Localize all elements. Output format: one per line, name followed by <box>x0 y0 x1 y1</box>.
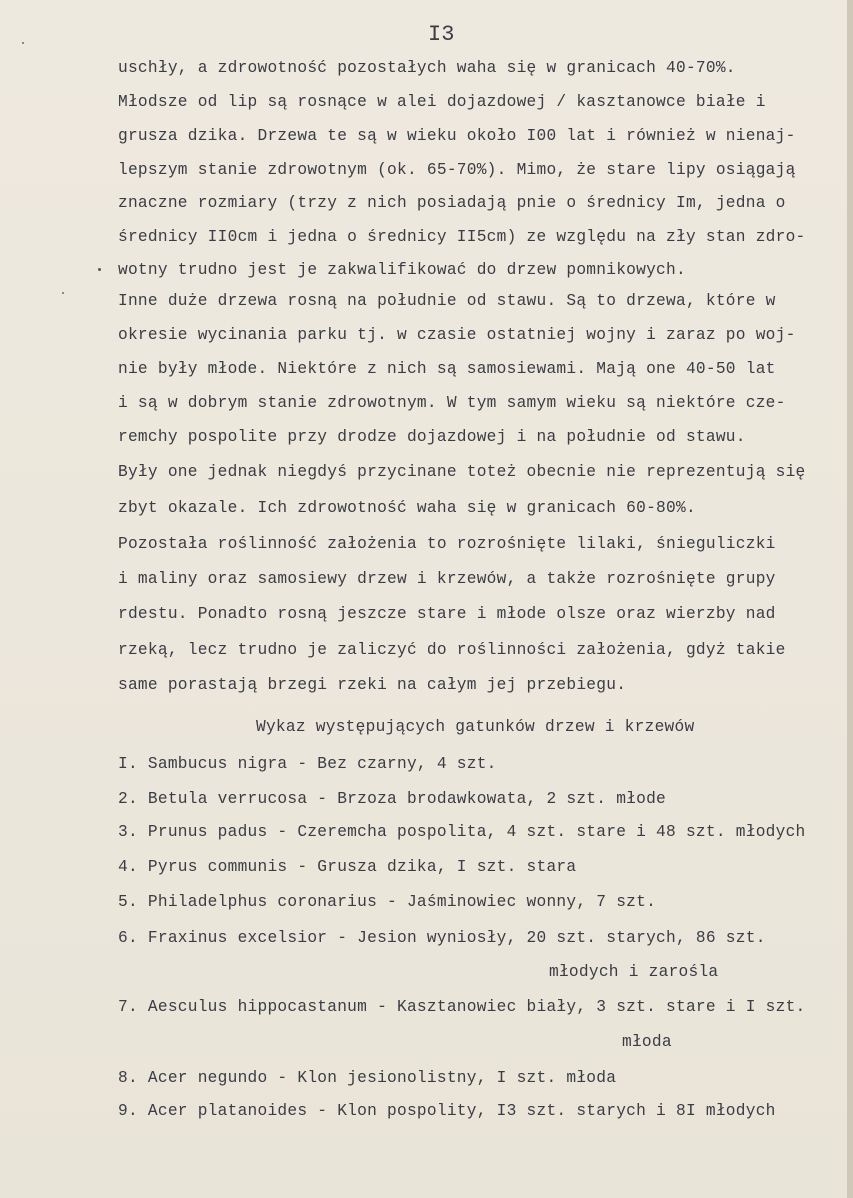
body-line: grusza dzika. Drzewa te są w wieku około I00 lat i również w nienaj- <box>118 127 796 145</box>
body-line: remchy pospolite przy drodze dojazdowej i na południe od stawu. <box>118 428 746 446</box>
species-item: 4. Pyrus communis - Grusza dzika, I szt. stara <box>118 858 577 876</box>
body-line: Młodsze od lip są rosnące w alei dojazdowej / kasztanowce białe i <box>118 93 766 111</box>
species-item: 9. Acer platanoides - Klon pospolity, I3 szt. starych i 8I młodych <box>118 1102 776 1120</box>
species-item: I. Sambucus nigra - Bez czarny, 4 szt. <box>118 755 497 773</box>
body-line: Pozostała roślinność założenia to rozrośnięte lilaki, śnieguliczki <box>118 535 776 553</box>
page-number: I3 <box>428 22 455 47</box>
species-item-continuation: młodych i zarośla <box>549 963 719 981</box>
body-line: Były one jednak niegdyś przycinane toteż obecnie nie reprezentują się <box>118 463 806 481</box>
species-item: 8. Acer negundo - Klon jesionolistny, I szt. młoda <box>118 1069 617 1087</box>
body-line: średnicy II0cm i jedna o średnicy II5cm) ze względu na zły stan zdro- <box>118 228 806 246</box>
species-item: 7. Aesculus hippocastanum - Kasztanowiec biały, 3 szt. stare i I szt. <box>118 998 806 1016</box>
list-heading: Wykaz występujących gatunków drzew i krzewów <box>256 718 695 736</box>
body-line: nie były młode. Niektóre z nich są samosiewami. Mają one 40-50 lat <box>118 360 776 378</box>
body-line: i maliny oraz samosiewy drzew i krzewów, a także rozrośnięte grupy <box>118 570 776 588</box>
body-line: znaczne rozmiary (trzy z nich posiadają pnie o średnicy Im, jedna o <box>118 194 786 212</box>
body-line: lepszym stanie zdrowotnym (ok. 65-70%). Mimo, że stare lipy osiągają <box>118 161 796 179</box>
body-line: okresie wycinania parku tj. w czasie ostatniej wojny i zaraz po woj- <box>118 326 796 344</box>
body-line: zbyt okazale. Ich zdrowotność waha się w granicach 60-80%. <box>118 499 696 517</box>
body-line: rdestu. Ponadto rosną jeszcze stare i młode olsze oraz wierzby nad <box>118 605 776 623</box>
body-line: Inne duże drzewa rosną na południe od stawu. Są to drzewa, które w <box>118 292 776 310</box>
paper-speck <box>22 42 24 44</box>
paper-speck <box>98 268 101 271</box>
body-line: i są w dobrym stanie zdrowotnym. W tym samym wieku są niektóre cze- <box>118 394 786 412</box>
species-item-continuation: młoda <box>622 1033 672 1051</box>
body-line: rzeką, lecz trudno je zaliczyć do roślinności założenia, gdyż takie <box>118 641 786 659</box>
species-item: 5. Philadelphus coronarius - Jaśminowiec wonny, 7 szt. <box>118 893 657 911</box>
species-item: 3. Prunus padus - Czeremcha pospolita, 4 szt. stare i 48 szt. młodych <box>118 823 806 841</box>
body-line: wotny trudno jest je zakwalifikować do drzew pomnikowych. <box>118 261 686 279</box>
paper-speck <box>62 292 64 294</box>
species-item: 2. Betula verrucosa - Brzoza brodawkowata, 2 szt. młode <box>118 790 667 808</box>
species-item: 6. Fraxinus excelsior - Jesion wyniosły, 20 szt. starych, 86 szt. <box>118 929 766 947</box>
body-line: uschły, a zdrowotność pozostałych waha się w granicach 40-70%. <box>118 59 736 77</box>
body-line: same porastają brzegi rzeki na całym jej przebiegu. <box>118 676 627 694</box>
